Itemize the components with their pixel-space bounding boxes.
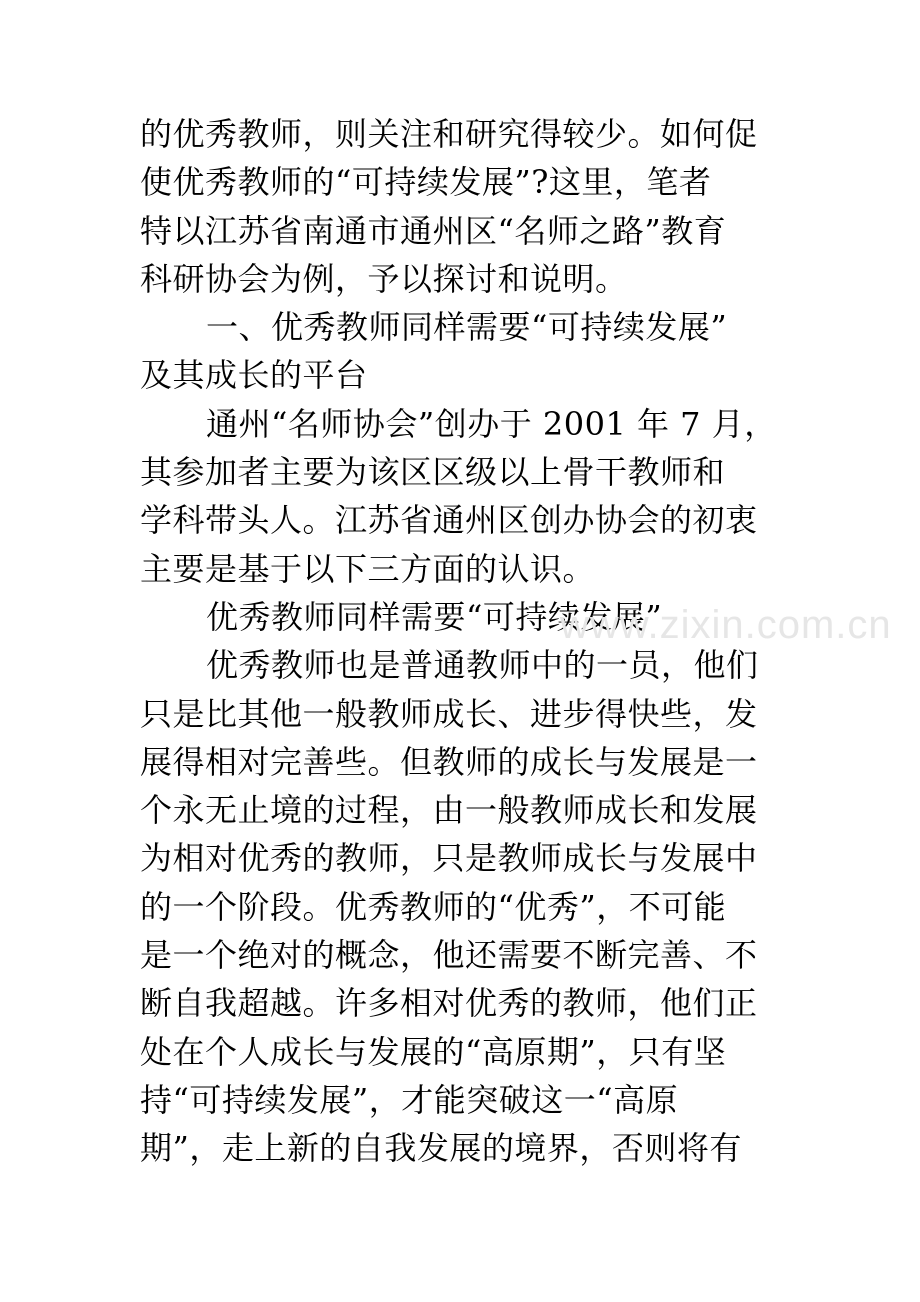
text-line: 的优秀教师，则关注和研究得较少。如何促 <box>140 115 758 153</box>
text-line: 通州“名师协会”创办于 2001 年 7 月， <box>206 404 777 443</box>
text-line: 是一个绝对的概念，他还需要不断完善、不 <box>140 936 758 975</box>
text-line: 优秀教师也是普通教师中的一员，他们 <box>206 646 759 685</box>
text-line: 断自我超越。许多相对优秀的教师，他们正 <box>140 984 758 1023</box>
text-line: 及其成长的平台 <box>140 356 368 395</box>
text-line: 优秀教师同样需要“可持续发展” <box>206 597 663 636</box>
text-line: 学科带头人。江苏省通州区创办协会的初衷 <box>140 501 758 540</box>
text-line: 处在个人成长与发展的“高原期”，只有坚 <box>140 1032 727 1071</box>
text-line: 的一个阶段。优秀教师的“优秀”，不可能 <box>140 887 727 926</box>
text-line: 展得相对完善些。但教师的成长与发展是一 <box>140 742 758 781</box>
text-line: 其参加者主要为该区区级以上骨干教师和 <box>140 453 726 492</box>
text-line: 一、优秀教师同样需要“可持续发展” <box>206 308 728 347</box>
text-line: 科研协会为例，予以探讨和说明。 <box>140 259 628 298</box>
watermark: www.zixin.com.cn <box>560 603 892 647</box>
body-text <box>140 110 790 1173</box>
text-line: 特以江苏省南通市通州区“名师之路”教育 <box>140 211 727 250</box>
text-line: 个永无止境的过程，由一般教师成长和发展 <box>140 791 758 830</box>
text-line: 持“可持续发展”，才能突破这一“高原 <box>140 1080 679 1119</box>
text-line: 使优秀教师的“可持续发展”?这里，笔者 <box>140 163 712 202</box>
text-line: 只是比其他一般教师成长、进步得快些，发 <box>140 694 758 733</box>
text-line: 为相对优秀的教师，只是教师成长与发展中 <box>140 839 758 878</box>
text-line: 主要是基于以下三方面的认识。 <box>140 549 596 588</box>
text-line: 期”，走上新的自我发展的境界，否则将有 <box>140 1129 742 1168</box>
